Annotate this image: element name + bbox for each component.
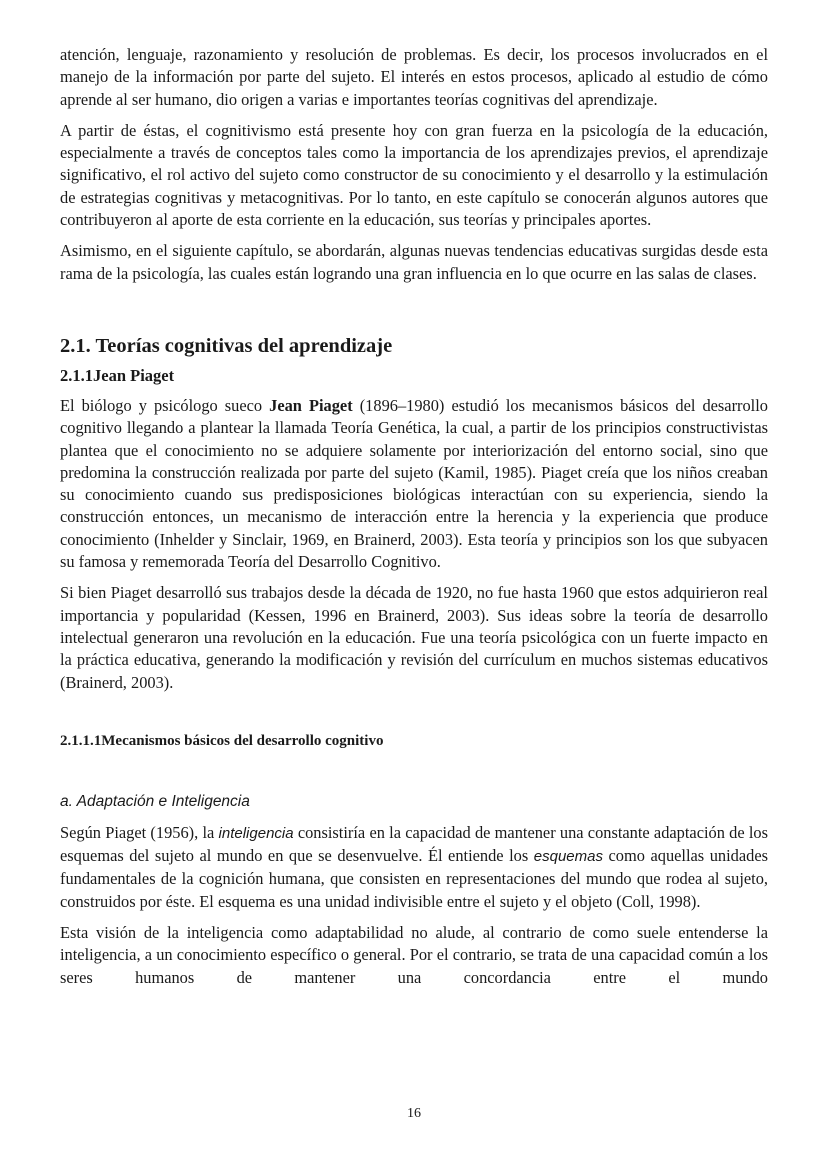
paragraph-adaptacion-1 [60, 822, 768, 913]
paragraph-intro-2: A partir de éstas, el cognitivismo está presente hoy con gran fuerza en la psicología de la educación, especialmente a través de conceptos tales como la importancia de los aprendizajes previos, el aprendizaje significativo, el rol activo del sujeto como constructor de su conocimiento y el desarrollo y la estimulación de estrategias cognitivas y metacognitivas. Por lo tanto, en este capítulo se conocerán algunos autores que contribuyeron al aporte de esta corriente en la educación, sus teorías y principales aportes. [60, 120, 768, 230]
section-heading-2-1: 2.1. Teorías cognitivas del aprendizaje [60, 334, 393, 357]
section-heading-2-1-1-1: 2.1.1.1Mecanismos básicos del desarrollo cognitivo [60, 732, 384, 749]
paragraph-piaget-2: Si bien Piaget desarrolló sus trabajos desde la década de 1920, no fue hasta 1960 que estos adquirieron real importancia y popularidad (Kessen, 1996 en Brainerd, 2003). Sus ideas sobre la teoría de desarrollo intelectual generaron una revolución en la educación. Fue una teoría psicológica con un fuerte impacto en la práctica educativa, generando la modificación y revisión del currículum en muchos sistemas educativos (Brainerd, 2003). [60, 583, 768, 692]
paragraph-intro-3: Asimismo, en el siguiente capítulo, se abordarán, algunas nuevas tendencias educativas surgidas desde esta rama de la psicología, las cuales están logrando una gran influencia en lo que ocurre en las salas de clases. [60, 241, 768, 283]
italic-term: esquemas [533, 848, 603, 866]
italic-term: inteligencia [218, 824, 294, 842]
paragraph-piaget-1 [60, 395, 768, 573]
text-span: consistiría en la capacidad de mantener una constante adaptación de los esquemas del sujeto al mundo en que se desenvuelve. Él entiende los [60, 822, 768, 866]
paragraph-intro-1: atención, lenguaje, razonamiento y resolución de problemas. Es decir, los procesos involucrados en el manejo de la información por parte del sujeto. El interés en estos procesos, aplicado al estudio de cómo aprende al ser humano, dio origen a varias e importantes teorías cognitivas del aprendizaje. [60, 45, 768, 109]
bold-name: Jean Piaget [269, 395, 353, 415]
page-number: 16 [407, 1106, 421, 1121]
paragraph-adaptacion-2: Esta visión de la inteligencia como adaptabilidad no alude, al contrario de como suele entenderse la inteligencia, a un conocimiento específico o general. Por el contrario, se trata de una capacidad común a los seres humanos de mantener una concordancia entre el mundo [60, 923, 768, 987]
text-span: Según Piaget (1956), la [60, 822, 219, 842]
text-span: como aquellas unidades fundamentales de la cognición humana, que consisten en representaciones del mundo que rodea al sujeto, construidos por éste. El esquema es una unidad indivisible entre el sujeto y el objeto (Coll, 1998). [60, 846, 768, 911]
document-page [60, 44, 768, 998]
text-span: El biólogo y psicólogo sueco [60, 395, 270, 415]
section-heading-2-1-1: 2.1.1Jean Piaget [60, 365, 175, 385]
subsection-heading-a: a. Adaptación e Inteligencia [60, 792, 250, 810]
text-span: (1896–1980) estudió los mecanismos básicos del desarrollo cognitivo llegando a plantear la llamada Teoría Genética, la cual, a partir de los principios constructivistas plantea que el conocimiento no se adquiere solamente por interiorización del entorno social, sino que predomina la construcción realizada por parte del sujeto (Kamil, 1985). Piaget creía que los niños creaban su conocimiento cuando sus predisposiciones biológicas interactúan con su experiencia, siendo la construcción entonces, un mecanismo de interacción entre la herencia y la experiencia que produce conocimiento (Inhelder y Sinclair, 1969, en Brainerd, 2003). Esta teoría y principios son los que subyacen su famosa y rememorada Teoría del Desarrollo Cognitivo. [60, 395, 768, 572]
